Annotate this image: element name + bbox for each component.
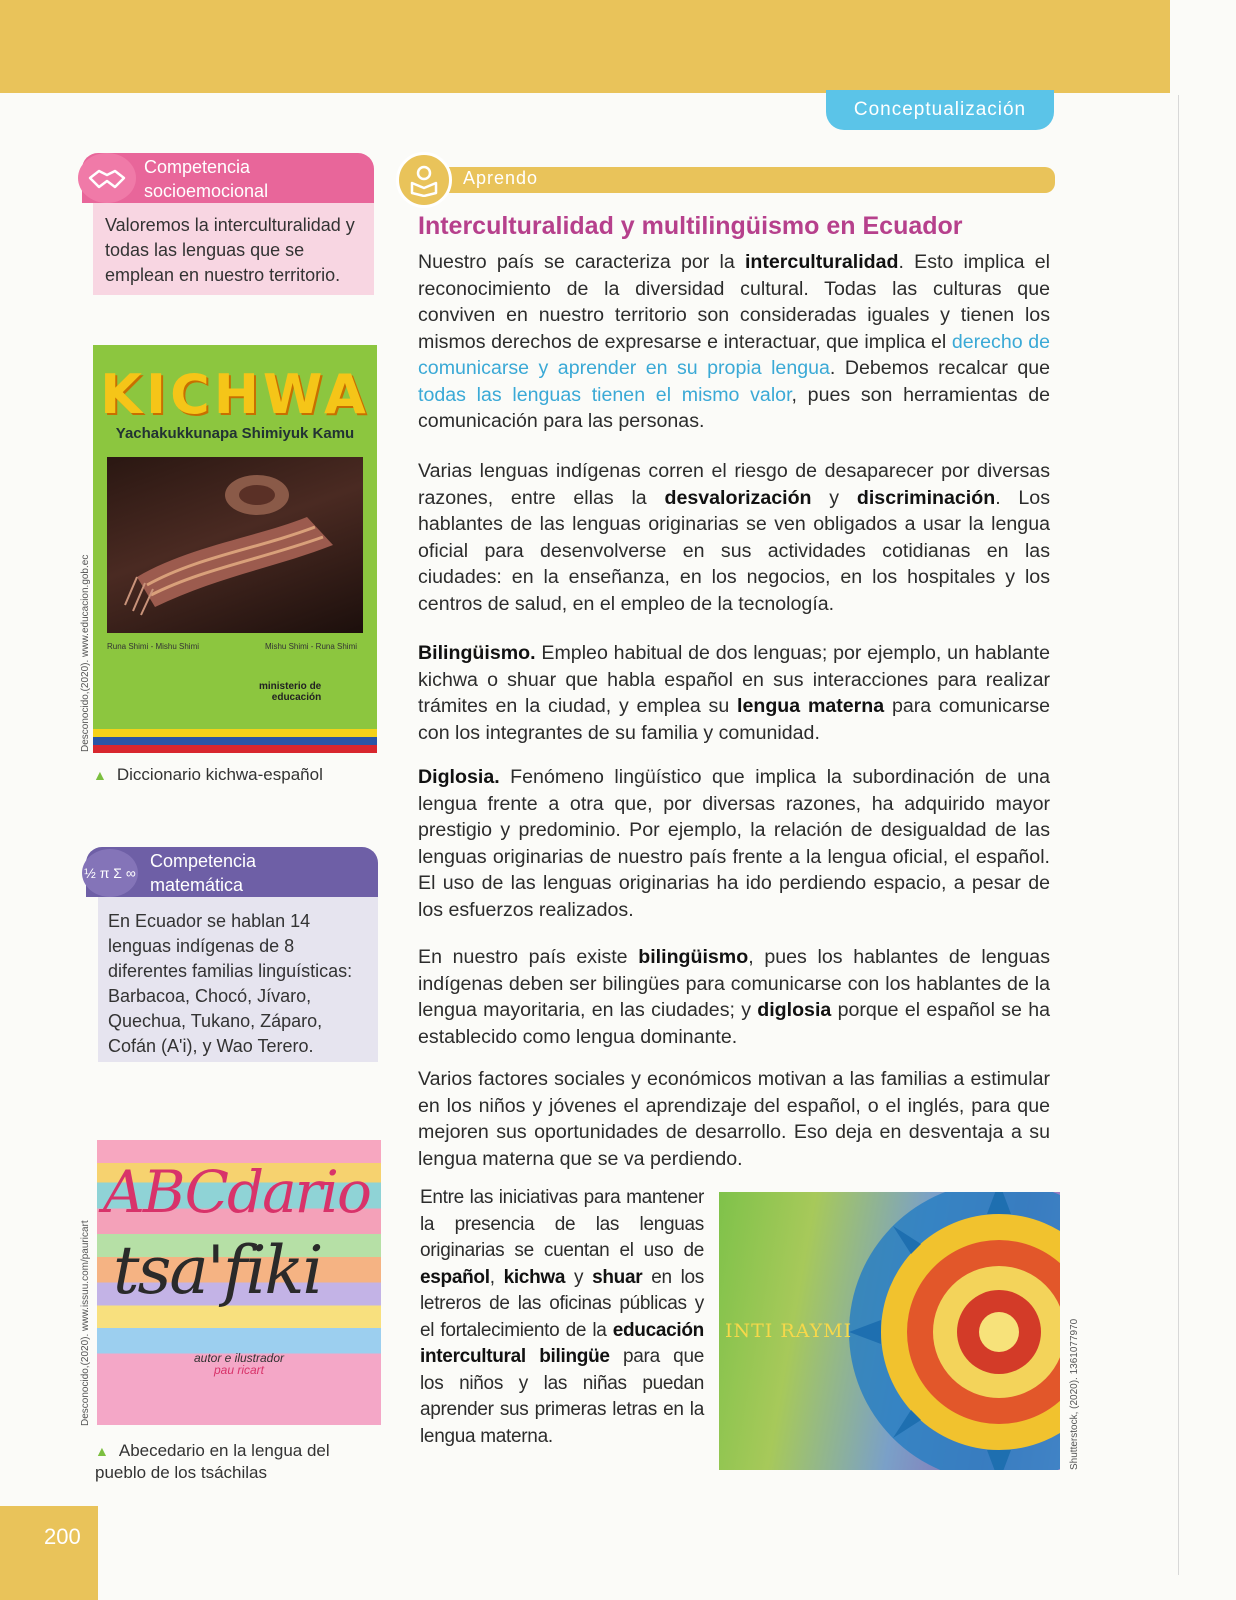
kichwa-author-left: Runa Shimi - Mishu Shimi [107,642,200,651]
math-title-1: Competencia [150,851,257,871]
math-title-2: matemática [150,875,244,895]
paragraph-1: Nuestro país se caracteriza por la interculturalidad. Esto implica el reconocimiento de la diversidad cultural. Todas las culturas que conviven en nuestro territorio son consideradas iguales y tienen los mismos derechos de expresarse e interactuar, que implica el derecho de comunicarse y aprender en su propia lengua. Debemos recalcar que todas las lenguas tienen el mismo valor, pues son herramientas de comunicación para las personas. [418,251,1051,432]
page-edge-line [1178,95,1179,1575]
abc-cover-author [97,1352,381,1376]
math-competence-text: En Ecuador se hablan 14 lenguas indígenas de 8 diferentes familias linguísticas: Barbacoa, Chocó, Jívaro, Quechua, Tukano, Záparo, Cofán (A'i), y Wao Terero. [98,897,378,1062]
abc-author-name: pau ricart [213,1363,265,1377]
ministry-line-1: ministerio de [259,681,322,692]
top-color-band [0,0,1170,93]
highlight-right-own-language: derecho de comunicarse y aprender en su propia lengua [418,330,1050,379]
ministry-logo [259,681,321,703]
socio-competence-header [82,153,374,203]
reader-icon [396,152,452,208]
paragraph-diglosia: Diglosia. Fenómeno lingüístico que implica la subordinación de una lengua frente a otra que, por diversas razones, ha adquirido mayor prestigio y predominio. Por ejemplo, la relación de desigualdad de las lenguas originarias de nuestro país frente a la lengua oficial, el español. El uso de las lenguas originarias ha ido perdiendo espacio, a pesar de los esfuerzos realizados. [418,766,1050,921]
math-symbols-icon: ½ π Σ ∞ [82,849,138,897]
abc-cover-line1: ABCdario [103,1158,370,1226]
kichwa-caption [93,764,323,786]
aprendo-label: Aprendo [463,168,539,188]
abc-caption-text: Abecedario en la lengua del pueblo de los tsáchilas [95,1441,330,1482]
abcdario-cover [97,1140,381,1425]
math-competence-header [86,847,378,897]
paragraph-7: Entre las iniciativas para mantener la presencia de las lenguas originarias se cuentan el uso de español, kichwa y shuar en los letreros de las oficinas públicas y el fortalecimiento de la educación intercultural bilingüe para que los niños y las niñas puedan aprender sus primeras letras en la lengua materna. [420,1187,704,1447]
socio-competence-text: Valoremos la interculturalidad y todas las lenguas que se emplean en nuestro territorio. [93,203,374,295]
inti-image-credit: Shutterstock, (2020). 1361077970 [1069,1318,1080,1470]
abc-caption [95,1440,385,1484]
kichwa-cover-subtitle: Yachakukkunapa Shimiyuk Kamu [115,425,355,442]
handshake-icon [78,153,136,203]
highlight-equal-value: todas las lenguas tienen el mismo valor [418,383,792,406]
article-title: Interculturalidad y multilingüismo en Ecuador [418,212,963,240]
inti-raymi-label: INTI RAYMI [725,1320,853,1342]
section-tab: Conceptualización [826,90,1054,130]
paragraph-5: En nuestro país existe bilingüismo, pues los hablantes de lenguas indígenas deben ser bilingües para comunicarse con los hablantes de la lengua mayoritaria, en las ciudades; y diglosia porque el español se ha establecido como lengua dominante. [418,946,1050,1048]
ecuador-flag-stripe [93,729,377,753]
kichwa-cover-title: KICHWA [100,363,370,426]
abc-image-credit: Desconocido,(2020). www.issuu.com/pauricart [80,1220,91,1426]
kichwa-author-right: Mishu Shimi - Runa Shimi [265,642,358,651]
paragraph-bilinguismo: Bilingüismo. Empleo habitual de dos lenguas; por ejemplo, un hablante kichwa o shuar que habla español en sus interacciones para realizar trámites en la ciudad, y emplea su lengua materna para comunicarse con los integrantes de su familia y comunidad. [418,642,1051,744]
woven-belt-photo [107,457,363,633]
socio-title-1: Competencia [144,157,251,177]
socio-title-2: socioemocional [144,181,269,201]
abc-author-label: autor e ilustrador [193,1351,285,1365]
kichwa-dictionary-cover [93,345,377,753]
caption-triangle-icon: ▲ [95,1443,109,1459]
paragraph-6: Varios factores sociales y económicos motivan a las familias a estimular en los niños y jóvenes el aprendizaje del español, o el inglés, para que mejoren sus oportunidades de desarrollo. Eso deja en desventaja a su lengua materna que se va perdiendo. [418,1068,1050,1170]
ministry-line-2: educación [271,692,322,703]
paragraph-2: Varias lenguas indígenas corren el riesgo de desaparecer por diversas razones, entre ellas la desvalorización y discriminación. Los hablantes de las lenguas originarias se ven obligados a usar la lengua oficial para desenvolverse en sus actividades cotidianas en las ciudades: en la enseñanza, en los negocios, en los hospitales y los centros de salud, en el empleo de la tecnología. [418,460,1051,615]
abc-cover-line2: tsa'fiki [113,1232,322,1309]
caption-triangle-icon: ▲ [93,767,107,783]
inti-raymi-image [719,1192,1060,1470]
kichwa-caption-text: Diccionario kichwa-español [116,765,323,784]
kichwa-image-credit: Desconocido,(2020). www.educacion.gob.ec [80,554,91,752]
page-number: 200 [0,1506,98,1600]
